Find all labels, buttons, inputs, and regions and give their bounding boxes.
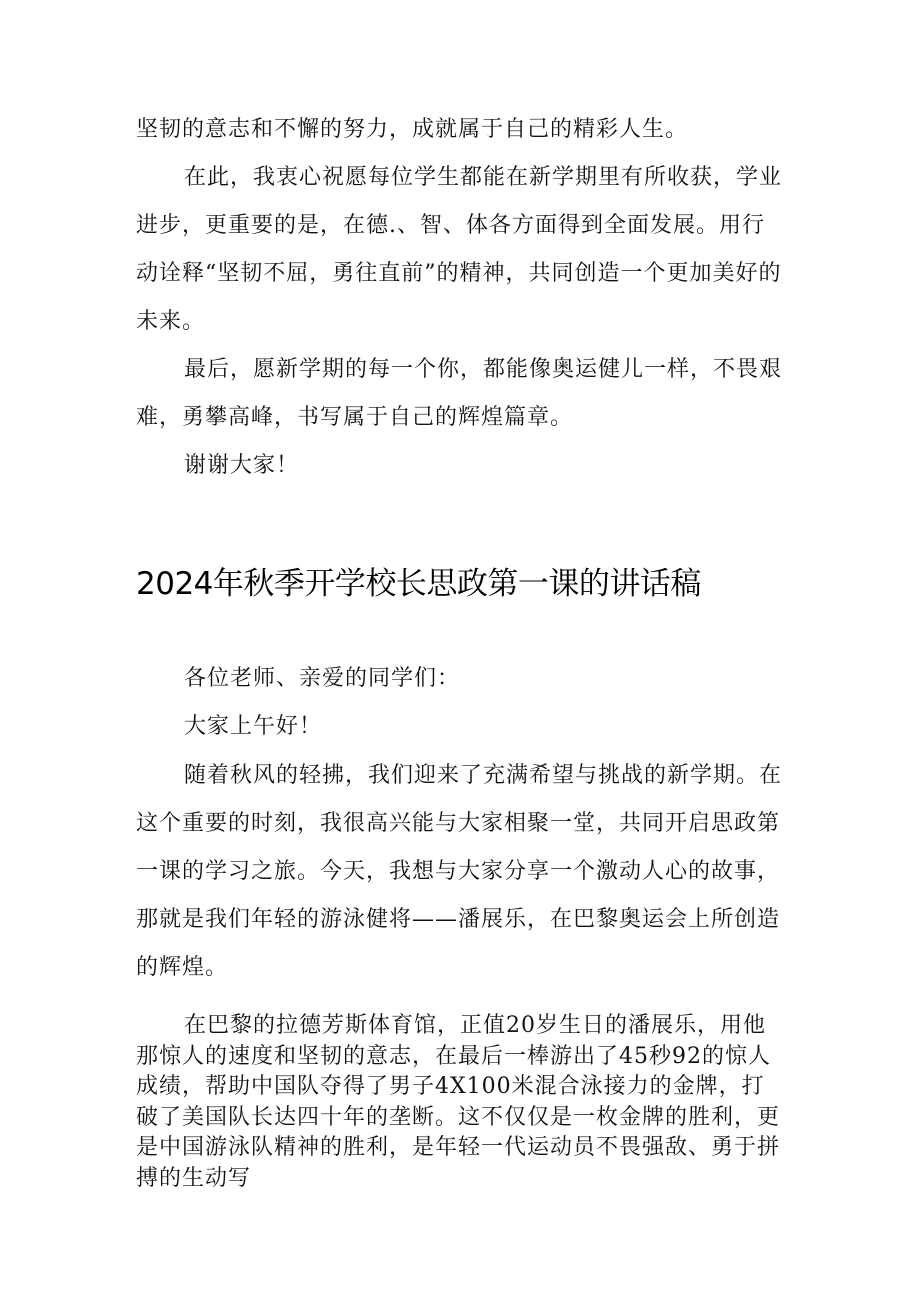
greeting: 大家上午好！ bbox=[184, 714, 323, 739]
story-paragraph: 在巴黎的拉德芳斯体育馆，正值20岁生日的潘展乐，用他那惊人的速度和坚韧的意志，在最后一棒游出了45秒92的惊人成绩，帮助中国队夺得了男子4X100米混合泳接力的金牌，打破了美国队长达四十年的垄断。这不仅仅是一枚金牌的胜利，更是中国游泳队精神的胜利，是年轻一代运动员不畏强敌、勇于拼搏的生动写 bbox=[136, 1013, 781, 1191]
wishes-paragraph: 在此，我衷心祝愿每位学生都能在新学期里有所收获，学业进步，更重要的是，在德.、智、体各方面得到全面发展。用行动诠释“坚韧不屈，勇往直前”的精神，共同创造一个更加美好的未来。 bbox=[136, 165, 783, 334]
speech-title: 2024年秋季开学校长思政第一课的讲话稿 bbox=[136, 566, 701, 602]
intro-paragraph: 随着秋风的轻拂，我们迎来了充满希望与挑战的新学期。在这个重要的时刻，我很高兴能与大家相聚一堂，共同开启思政第一课的学习之旅。今天，我想与大家分享一个激动人心的故事，那就是我们年轻的游泳健将——潘展乐，在巴黎奥运会上所创造的辉煌。 bbox=[136, 763, 783, 980]
closing-line: 坚韧的意志和不懈的努力，成就属于自己的精彩人生。 bbox=[136, 117, 689, 142]
final-wish-paragraph: 最后，愿新学期的每一个你，都能像奥运健儿一样，不畏艰难，勇攀高峰，书写属于自己的辉煌篇章。 bbox=[136, 357, 783, 430]
thanks-line: 谢谢大家！ bbox=[184, 453, 300, 478]
salutation: 各位老师、亲爱的同学们： bbox=[184, 666, 461, 691]
